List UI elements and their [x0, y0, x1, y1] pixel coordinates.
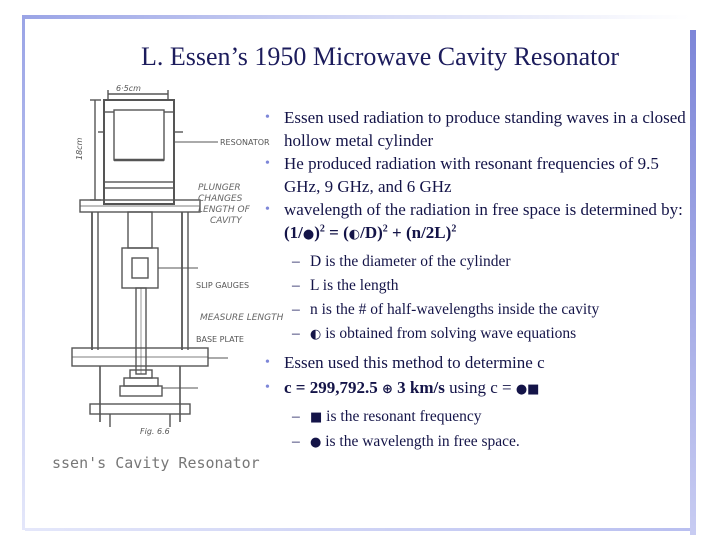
slide-title: L. Essen’s 1950 Microwave Cavity Resonator	[140, 42, 620, 71]
sub-bullet-frequency: – ■ is the resonant frequency	[292, 408, 482, 425]
bullet-marker: •	[265, 110, 270, 125]
left-accent-rule	[22, 15, 25, 530]
lambda-f-symbol: ●■	[515, 382, 540, 397]
root-symbol: ◐	[310, 327, 322, 342]
figure-caption: ssen's Cavity Resonator	[52, 454, 260, 472]
figure-label-plunger-4: CAVITY	[210, 216, 242, 226]
bullet-wavelength-formula: • wavelength of the radiation in free space is determined by:(1/●)$^2$ = (◐/D)$^2$ + $(n/2L)^2$	[265, 200, 683, 242]
root-symbol: ◐	[348, 227, 361, 242]
bullet-determine-c: • Essen used this method to determine c	[265, 353, 545, 372]
bullet-marker: •	[265, 156, 270, 171]
figure-dimension-top: 6·5cm	[116, 84, 141, 93]
plunger-column	[128, 212, 152, 248]
figure-label-slip-gauges-1: SLIP GAUGES	[196, 281, 250, 290]
figure-label-plunger-1: PLUNGER	[198, 183, 241, 193]
top-accent-rule	[22, 15, 690, 19]
figure-label-slip-gauges-2: MEASURE LENGTH	[200, 313, 284, 323]
sub-bullet-wavelength: – ● is the wavelength in free space.	[292, 433, 520, 450]
plus-minus-symbol: ⊕	[381, 382, 393, 397]
figure-label-plunger-3: LENGTH OF	[198, 205, 250, 215]
lambda-symbol: ●	[310, 435, 322, 450]
bullet-essen-radiation: • Essen used radiation to produce standing waves in a closed hollow metal cylinder	[265, 108, 686, 150]
figure-number: Fig. 6.6	[140, 427, 170, 436]
resonator-cavity	[114, 110, 164, 160]
bullet-marker: •	[265, 355, 270, 370]
sub-bullet-wave-equations: – ◐ is obtained from solving wave equations	[292, 325, 577, 342]
figure-dimension-side: 18cm	[75, 137, 84, 160]
sub-bullet-length: – L is the length	[292, 277, 399, 294]
figure-label-plunger-2: CHANGES	[198, 194, 243, 204]
bullet-marker: •	[265, 380, 270, 395]
slide-body	[262, 106, 692, 455]
figure-label-base-plate: BASE PLATE	[196, 335, 244, 344]
sub-bullet-diameter: – D is the diameter of the cylinder	[292, 253, 511, 270]
wavelength-formula: (1/●)$^2$ = (◐/D)$^2$ + $(n/2L)^2$	[284, 223, 457, 242]
slip-gauges	[120, 386, 162, 396]
bullet-c-value: • c = 299,792.5 ⊕ 3 km/s using c = ●■	[265, 378, 540, 397]
figure-label-resonator: RESONATOR	[220, 138, 270, 147]
sub-bullet-half-wavelengths: – n is the # of half-wavelengths inside the cavity	[292, 301, 600, 318]
frequency-symbol: ■	[310, 410, 323, 425]
bullet-resonant-frequencies: • He produced radiation with resonant frequencies of 9.5 GHz, 9 GHz, and 6 GHz	[265, 154, 659, 196]
stand-frame	[90, 404, 190, 414]
bottom-accent-rule	[25, 528, 690, 531]
lambda-symbol: ●	[302, 227, 315, 242]
bullet-marker: •	[265, 202, 270, 217]
